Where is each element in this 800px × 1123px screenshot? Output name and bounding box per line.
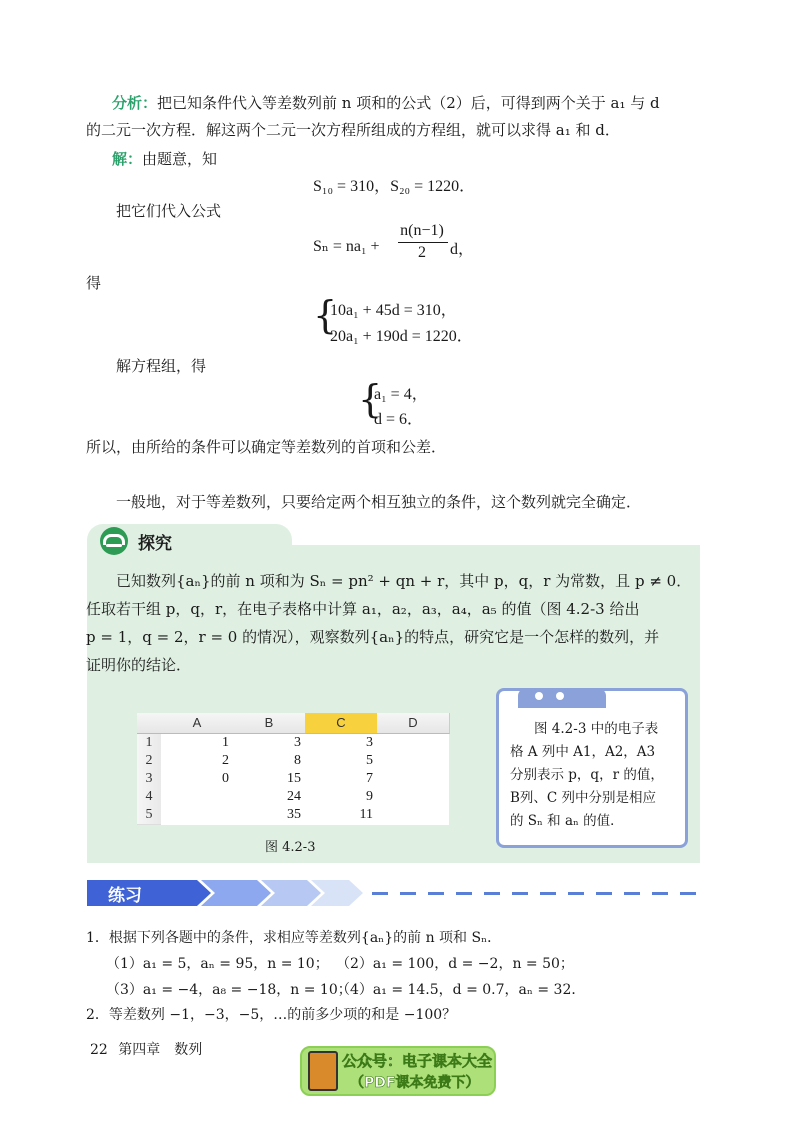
practice-q1-2: （2）a₁ = 100，d = −2，n = 50； [336,956,574,972]
practice-title: 练习 [108,886,142,906]
explore-line-3: p = 1，q = 2，r = 0 的情况），观察数列{aₙ}的特点，研究它是一个怎样的数列，并 [86,628,660,646]
practice-q1-1: （1）a₁ = 5，aₙ = 95，n = 10； [106,956,329,972]
column-header-d: D [377,713,450,734]
solution-label: 解： [112,150,143,168]
conclusion-text: 所以，由所给的条件可以确定等差数列的首项和公差． [86,438,447,456]
note-line-1: 图 4.2-3 中的电子表 [534,721,659,737]
analysis-text-1: 把已知条件代入等差数列前 n 项和的公式（2）后，可得到两个关于 a₁ 与 d [157,94,660,112]
explore-line-1: 已知数列{aₙ}的前 n 项和为 Sₙ = pn² + qn + r，其中 p，q，r 为常数，且 p ≠ 0． [116,572,692,590]
cell-a2: 2 [222,753,229,768]
system-brace-1: { [313,293,338,337]
fraction-bar [398,242,448,243]
cell-c1: 3 [366,735,373,750]
system2-row2: d = 6． [374,411,424,428]
cell-c3: 7 [366,771,373,786]
system1-row1: 10a₁ + 45d = 310， [330,302,457,319]
get-text: 得 [86,274,102,292]
cell-b5: 35 [287,807,301,822]
row-number: 4 [137,788,161,807]
cell-a1: 1 [222,735,229,750]
note-line-2: 格 A 列中 A1，A2，A3 [510,744,656,760]
cell-c4: 9 [366,789,373,804]
explore-title: 探究 [138,533,172,554]
badge-line-2: （PDF课本免费下） [350,1075,480,1091]
note-line-4: B列、C 列中分别是相应 [510,790,657,806]
practice-q1-4: （4）a₁ = 14.5，d = 0.7，aₙ = 32． [336,982,586,998]
analysis-line-1 [112,92,800,113]
book-icon [308,1051,338,1091]
row-number: 5 [137,806,161,825]
practice-q1-3: （3）a₁ = −4，a₈ = −18，n = 10； [106,982,352,998]
solution-line [112,148,800,169]
page-number: 22 [90,1042,108,1058]
note-line-3: 分别表示 p，q，r 的值， [510,767,664,783]
practice-q1: 1．根据下列各题中的条件，求相应等差数列{aₙ}的前 n 项和 Sₙ． [86,930,502,946]
explore-line-4: 证明你的结论． [86,656,192,674]
row-number: 3 [137,770,161,789]
system2-row1: a₁ = 4， [374,386,428,403]
row-number: 2 [137,752,161,771]
badge-line-1: 公众号：电子课本大全 [342,1052,493,1070]
analysis-label: 分析： [112,94,158,112]
column-header-b: B [233,713,306,734]
sum-formula-lhs: Sₙ = na₁ + [313,238,380,255]
note-dot [535,692,543,700]
sum-formula-numerator: n(n−1) [400,222,444,239]
cell-b1: 3 [294,735,301,750]
row-number: 1 [137,734,161,753]
analysis-text-2: 的二元一次方程．解这两个二元一次方程所组成的方程组，就可以求得 a₁ 和 d． [86,121,620,139]
column-header-a: A [161,713,234,734]
sheet-corner [137,713,162,734]
spreadsheet [137,713,449,825]
cell-b4: 24 [287,789,301,804]
cell-b2: 8 [294,753,301,768]
system1-row2: 20a₁ + 190d = 1220． [330,328,473,345]
solve-text: 解方程组，得 [116,357,207,375]
column-header-c: C [305,713,378,734]
cell-b3: 15 [287,771,301,786]
chapter-title: 第四章 数列 [118,1042,203,1058]
sum-formula-denominator: 2 [418,244,426,261]
note-text [510,718,680,833]
note-line-5: 的 Sₙ 和 aₙ 的值． [510,813,624,829]
sum-formula-tail: d， [450,241,475,258]
solution-intro: 由题意，知 [142,150,218,168]
explore-header [100,527,172,555]
explore-line-2: 任取若干组 p，q，r，在电子表格中计算 a₁，a₂，a₃，a₄，a₅ 的值（图 4.2-3 给出 [86,600,640,618]
given-values: S₁₀ = 310，S₂₀ = 1220． [313,178,476,195]
practice-divider [372,892,702,895]
cell-c5: 11 [359,807,373,822]
cell-a3: 0 [222,771,229,786]
cell-c2: 5 [366,753,373,768]
page-footer [90,1039,202,1059]
note-dot [556,692,564,700]
explore-icon [100,527,128,555]
general-remark: 一般地，对于等差数列，只要给定两个相互独立的条件，这个数列就完全确定． [116,493,642,511]
system-brace-2: { [358,377,383,421]
substitute-text: 把它们代入公式 [116,202,222,220]
figure-caption: 图 4.2-3 [265,840,316,855]
practice-q2: 2．等差数列 −1，−3，−5，…的前多少项的和是 −100？ [86,1007,457,1023]
